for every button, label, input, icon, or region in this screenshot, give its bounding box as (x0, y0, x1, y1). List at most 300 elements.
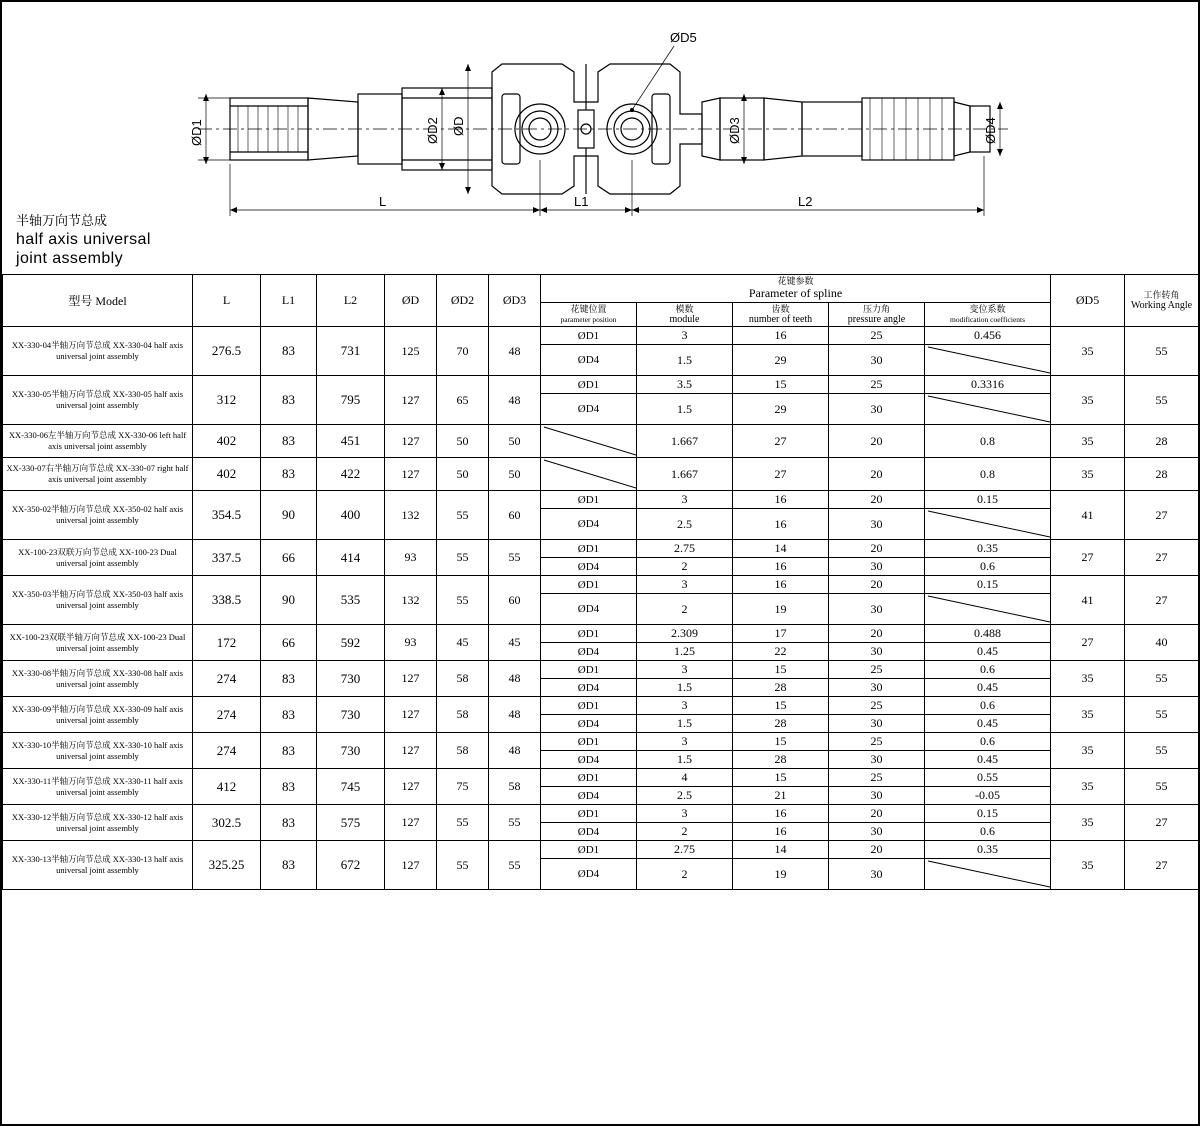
cell-teeth: 19 (733, 859, 829, 890)
cell-pressure-angle: 25 (829, 376, 925, 394)
cell-teeth: 28 (733, 751, 829, 769)
label-L: L (379, 194, 387, 209)
cell-D2: 55 (437, 576, 489, 625)
cell-pressure-angle: 30 (829, 679, 925, 697)
cell-pressure-angle: 20 (829, 491, 925, 509)
cell-L: 274 (193, 697, 261, 733)
cell-teeth: 15 (733, 769, 829, 787)
model-en: XX-350-03 half axis universal joint assembly (56, 589, 184, 610)
cell-pressure-angle: 30 (829, 345, 925, 376)
cell-teeth: 16 (733, 558, 829, 576)
cell-D5: 35 (1051, 376, 1125, 425)
cell-D3: 55 (489, 841, 541, 890)
cell-position: ØD4 (541, 643, 637, 661)
cell-teeth: 14 (733, 841, 829, 859)
header-position-cn: 花键位置 (570, 304, 607, 314)
label-d1: ØD1 (189, 119, 204, 146)
table-body (3, 327, 1199, 890)
header-module (637, 303, 733, 327)
cell-model (3, 425, 193, 458)
label-L1: L1 (574, 194, 589, 209)
cell-D5: 35 (1051, 769, 1125, 805)
table-row (3, 697, 1199, 715)
model-en: XX-330-10 half axis universal joint assembly (56, 739, 184, 761)
cell-module: 3 (637, 327, 733, 345)
cell-coefficient: 0.456 (925, 327, 1051, 345)
cell-D2: 65 (437, 376, 489, 425)
table-row (3, 458, 1199, 491)
cell-position: ØD4 (541, 558, 637, 576)
header-coefficients (925, 303, 1051, 327)
technical-drawing (2, 2, 1198, 274)
model-cn: XX-330-05半轴万向节总成 (11, 389, 111, 399)
cell-working-angle: 55 (1125, 376, 1199, 425)
cell-L2: 745 (317, 769, 385, 805)
cell-D3: 50 (489, 458, 541, 491)
table-row (3, 805, 1199, 823)
caption-english (16, 230, 151, 268)
cell-coefficient: 0.15 (925, 491, 1051, 509)
cell-D3: 45 (489, 625, 541, 661)
cell-position: ØD1 (541, 697, 637, 715)
cell-D2: 55 (437, 841, 489, 890)
header-teeth-cn: 齿数 (771, 304, 790, 314)
cell-D3: 60 (489, 576, 541, 625)
model-cn: XX-330-06左半轴万向节总成 (8, 430, 117, 440)
cell-model (3, 805, 193, 841)
cell-pressure-angle: 25 (829, 661, 925, 679)
cell-teeth: 27 (733, 425, 829, 458)
cell-position: ØD1 (541, 769, 637, 787)
model-cn: XX-330-11半轴万向节总成 (12, 775, 111, 786)
table-header-row (3, 275, 1199, 303)
model-cn: XX-350-02半轴万向节总成 (11, 504, 111, 514)
cell-module: 2.75 (637, 540, 733, 558)
cell-module: 2 (637, 823, 733, 841)
cell-D: 125 (385, 327, 437, 376)
caption-english-line2: joint assembly (16, 250, 123, 267)
cell-L: 276.5 (193, 327, 261, 376)
cell-teeth: 16 (733, 491, 829, 509)
cell-position: ØD4 (541, 594, 637, 625)
cell-pressure-angle: 30 (829, 394, 925, 425)
cell-L: 274 (193, 661, 261, 697)
cell-coefficient: 0.8 (925, 458, 1051, 491)
model-cn: XX-330-10半轴万向节总成 (11, 739, 111, 750)
cell-position: ØD1 (541, 805, 637, 823)
header-teeth-en: number of teeth (748, 314, 813, 325)
cell-coefficient: 0.6 (925, 823, 1051, 841)
cell-position: ØD1 (541, 540, 637, 558)
header-D3: ØD3 (489, 275, 541, 327)
header-D5: ØD5 (1051, 275, 1125, 327)
header-spline-group-cn: 花键参数 (777, 276, 814, 286)
model-en: XX-330-05 half axis universal joint assembly (56, 389, 184, 410)
table-row (3, 491, 1199, 509)
cell-L: 402 (193, 425, 261, 458)
cell-D: 127 (385, 425, 437, 458)
cell-module: 2.5 (637, 509, 733, 540)
cell-module: 1.25 (637, 643, 733, 661)
label-d: ØD (451, 116, 466, 136)
cell-coefficient (925, 345, 1051, 376)
header-L1: L1 (261, 275, 317, 327)
cell-coefficient: 0.6 (925, 558, 1051, 576)
cell-coefficient: 0.3316 (925, 376, 1051, 394)
cell-teeth: 16 (733, 509, 829, 540)
cell-position: ØD1 (541, 625, 637, 643)
table-row (3, 425, 1199, 458)
cell-L: 338.5 (193, 576, 261, 625)
header-D2: ØD2 (437, 275, 489, 327)
header-coefficients-en: modification coefficients (949, 315, 1026, 324)
cell-module: 3.5 (637, 376, 733, 394)
cell-teeth: 29 (733, 394, 829, 425)
cell-module: 1.5 (637, 751, 733, 769)
header-coefficients-cn: 变位系数 (969, 304, 1006, 314)
model-cn: XX-330-04半轴万向节总成 (11, 340, 111, 350)
cell-D2: 45 (437, 625, 489, 661)
cell-coefficient (925, 859, 1051, 890)
cell-position (541, 458, 637, 491)
cell-teeth: 22 (733, 643, 829, 661)
cell-module: 1.5 (637, 679, 733, 697)
cell-teeth: 21 (733, 787, 829, 805)
cell-pressure-angle: 30 (829, 787, 925, 805)
cell-D2: 58 (437, 697, 489, 733)
cell-coefficient (925, 509, 1051, 540)
cell-model (3, 540, 193, 576)
cell-teeth: 16 (733, 576, 829, 594)
header-pressure-angle-cn: 压力角 (862, 304, 890, 314)
cell-D5: 35 (1051, 661, 1125, 697)
cell-D2: 75 (437, 769, 489, 805)
cell-pressure-angle: 20 (829, 458, 925, 491)
cell-coefficient: -0.05 (925, 787, 1051, 805)
model-en: XX-330-12 half axis universal joint assembly (56, 811, 184, 833)
cell-position: ØD1 (541, 841, 637, 859)
cell-D: 127 (385, 769, 437, 805)
shaft-assembly-svg (2, 2, 1198, 274)
cell-teeth: 29 (733, 345, 829, 376)
cell-position: ØD1 (541, 327, 637, 345)
cell-model (3, 661, 193, 697)
model-en: XX-330-07 right half axis universal joint assembly (48, 463, 189, 484)
table-row (3, 841, 1199, 859)
cell-L1: 66 (261, 625, 317, 661)
cell-coefficient: 0.6 (925, 661, 1051, 679)
cell-coefficient: 0.15 (925, 576, 1051, 594)
cell-L: 354.5 (193, 491, 261, 540)
cell-pressure-angle: 20 (829, 841, 925, 859)
cell-D3: 60 (489, 491, 541, 540)
cell-L2: 451 (317, 425, 385, 458)
cell-pressure-angle: 30 (829, 558, 925, 576)
table-row (3, 376, 1199, 394)
header-position-en: parameter position (560, 315, 617, 324)
cell-L1: 83 (261, 697, 317, 733)
table-row (3, 327, 1199, 345)
model-cn: XX-330-08半轴万向节总成 (11, 667, 111, 678)
cell-D5: 41 (1051, 576, 1125, 625)
cell-teeth: 15 (733, 661, 829, 679)
label-d4: ØD4 (983, 117, 998, 144)
cell-pressure-angle: 25 (829, 327, 925, 345)
cell-teeth: 16 (733, 327, 829, 345)
cell-D3: 48 (489, 733, 541, 769)
cell-D2: 58 (437, 661, 489, 697)
header-pressure-angle-en: pressure angle (847, 314, 906, 325)
cell-coefficient: 0.45 (925, 679, 1051, 697)
cell-module: 2 (637, 859, 733, 890)
table-row (3, 661, 1199, 679)
cell-L1: 83 (261, 661, 317, 697)
cell-L2: 795 (317, 376, 385, 425)
cell-L2: 422 (317, 458, 385, 491)
cell-D2: 58 (437, 733, 489, 769)
cell-model (3, 376, 193, 425)
cell-D2: 50 (437, 425, 489, 458)
cell-working-angle: 27 (1125, 805, 1199, 841)
cell-position: ØD4 (541, 787, 637, 805)
cell-position: ØD1 (541, 733, 637, 751)
cell-D3: 48 (489, 697, 541, 733)
cell-D: 93 (385, 625, 437, 661)
cell-L1: 83 (261, 841, 317, 890)
cell-module: 3 (637, 733, 733, 751)
model-en: XX-330-06 left half axis universal joint assembly (48, 430, 187, 451)
model-cn: XX-100-23双联半轴万向节总成 (9, 631, 126, 642)
cell-pressure-angle: 30 (829, 859, 925, 890)
cell-D5: 27 (1051, 625, 1125, 661)
header-working-angle-cn: 工作转角 (1143, 290, 1180, 300)
cell-D: 127 (385, 661, 437, 697)
cell-D: 127 (385, 841, 437, 890)
cell-teeth: 28 (733, 715, 829, 733)
cell-L2: 400 (317, 491, 385, 540)
model-cn: XX-330-07右半轴万向节总成 (6, 463, 114, 473)
cell-L1: 83 (261, 805, 317, 841)
model-cn: XX-100-23双联万向节总成 (18, 546, 117, 557)
cell-working-angle: 55 (1125, 661, 1199, 697)
cell-D: 132 (385, 576, 437, 625)
cell-coefficient: 0.488 (925, 625, 1051, 643)
cell-module: 3 (637, 805, 733, 823)
cell-D5: 35 (1051, 425, 1125, 458)
cell-L: 312 (193, 376, 261, 425)
header-spline-group-en: Parameter of spline (748, 286, 843, 300)
cell-position: ØD4 (541, 345, 637, 376)
header-module-cn: 模数 (675, 304, 694, 314)
cell-coefficient: 0.45 (925, 643, 1051, 661)
cell-module: 3 (637, 661, 733, 679)
cell-model (3, 697, 193, 733)
cell-D: 127 (385, 376, 437, 425)
table-row (3, 769, 1199, 787)
spec-table (2, 274, 1199, 890)
cell-pressure-angle: 25 (829, 697, 925, 715)
cell-L1: 83 (261, 376, 317, 425)
cell-module: 3 (637, 491, 733, 509)
cell-D: 127 (385, 697, 437, 733)
header-module-en: module (669, 314, 700, 325)
cell-pressure-angle: 30 (829, 594, 925, 625)
cell-coefficient: 0.35 (925, 540, 1051, 558)
cell-coefficient: 0.55 (925, 769, 1051, 787)
header-L: L (193, 275, 261, 327)
table-row (3, 540, 1199, 558)
cell-L2: 730 (317, 733, 385, 769)
cell-L1: 83 (261, 733, 317, 769)
cell-D5: 35 (1051, 733, 1125, 769)
model-cn: XX-330-13半轴万向节总成 (11, 854, 111, 864)
cell-pressure-angle: 20 (829, 625, 925, 643)
model-cn: XX-330-09半轴万向节总成 (11, 703, 111, 714)
cell-D3: 48 (489, 327, 541, 376)
label-d5: ØD5 (670, 30, 697, 45)
cell-working-angle: 55 (1125, 327, 1199, 376)
cell-L2: 672 (317, 841, 385, 890)
cell-L: 325.25 (193, 841, 261, 890)
cell-D: 127 (385, 458, 437, 491)
cell-teeth: 16 (733, 805, 829, 823)
cell-coefficient: 0.35 (925, 841, 1051, 859)
table-row (3, 733, 1199, 751)
cell-pressure-angle: 30 (829, 715, 925, 733)
header-spline-group (541, 275, 1051, 303)
cell-position: ØD1 (541, 491, 637, 509)
cell-L1: 90 (261, 491, 317, 540)
cell-module: 2.75 (637, 841, 733, 859)
cell-D: 127 (385, 733, 437, 769)
cell-model (3, 491, 193, 540)
cell-pressure-angle: 20 (829, 576, 925, 594)
cell-D: 132 (385, 491, 437, 540)
cell-teeth: 15 (733, 697, 829, 715)
cell-coefficient (925, 394, 1051, 425)
cell-coefficient: 0.6 (925, 733, 1051, 751)
cell-model (3, 576, 193, 625)
cell-module: 1.5 (637, 394, 733, 425)
header-position (541, 303, 637, 327)
cell-pressure-angle: 25 (829, 733, 925, 751)
caption-english-line1: half axis universal (16, 231, 151, 248)
cell-module: 3 (637, 576, 733, 594)
cell-L2: 575 (317, 805, 385, 841)
model-en: XX-330-11 half axis universal joint assembly (56, 775, 183, 797)
cell-working-angle: 28 (1125, 458, 1199, 491)
header-pressure-angle (829, 303, 925, 327)
cell-position: ØD4 (541, 715, 637, 733)
cell-coefficient: 0.6 (925, 697, 1051, 715)
cell-D2: 55 (437, 805, 489, 841)
cell-position: ØD1 (541, 576, 637, 594)
cell-L1: 90 (261, 576, 317, 625)
cell-working-angle: 27 (1125, 491, 1199, 540)
cell-L: 172 (193, 625, 261, 661)
cell-model (3, 733, 193, 769)
cell-teeth: 27 (733, 458, 829, 491)
cell-D3: 55 (489, 540, 541, 576)
label-L2: L2 (798, 194, 813, 209)
cell-module: 2 (637, 558, 733, 576)
label-d2: ØD2 (425, 117, 440, 144)
cell-teeth: 17 (733, 625, 829, 643)
cell-pressure-angle: 20 (829, 540, 925, 558)
cell-teeth: 15 (733, 376, 829, 394)
cell-position: ØD4 (541, 394, 637, 425)
cell-position: ØD4 (541, 751, 637, 769)
cell-module: 4 (637, 769, 733, 787)
cell-position: ØD1 (541, 661, 637, 679)
cell-L: 412 (193, 769, 261, 805)
cell-D5: 35 (1051, 841, 1125, 890)
cell-coefficient: 0.45 (925, 715, 1051, 733)
cell-module: 2.309 (637, 625, 733, 643)
cell-L1: 83 (261, 327, 317, 376)
cell-module: 1.5 (637, 715, 733, 733)
table-row (3, 576, 1199, 594)
cell-D2: 55 (437, 491, 489, 540)
model-cn: XX-330-12半轴万向节总成 (11, 811, 111, 822)
cell-L: 402 (193, 458, 261, 491)
cell-teeth: 16 (733, 823, 829, 841)
cell-L2: 730 (317, 661, 385, 697)
cell-D2: 55 (437, 540, 489, 576)
cell-pressure-angle: 20 (829, 805, 925, 823)
cell-module: 2.5 (637, 787, 733, 805)
cell-module: 2 (637, 594, 733, 625)
cell-working-angle: 55 (1125, 697, 1199, 733)
cell-model (3, 458, 193, 491)
cell-D3: 48 (489, 376, 541, 425)
cell-position (541, 425, 637, 458)
table-row (3, 625, 1199, 643)
cell-model (3, 327, 193, 376)
model-en: XX-350-02 half axis universal joint assembly (56, 504, 184, 525)
header-L2: L2 (317, 275, 385, 327)
cell-working-angle: 55 (1125, 733, 1199, 769)
cell-L2: 730 (317, 697, 385, 733)
cell-module: 3 (637, 697, 733, 715)
cell-position: ØD4 (541, 823, 637, 841)
cell-D5: 35 (1051, 327, 1125, 376)
model-en: XX-330-09 half axis universal joint assembly (56, 703, 184, 725)
cell-working-angle: 55 (1125, 769, 1199, 805)
header-working-angle (1125, 275, 1199, 327)
model-en: XX-100-23 Dual universal joint assembly (56, 546, 177, 568)
header-working-angle-en: Working Angle (1130, 300, 1193, 311)
cell-position: ØD4 (541, 859, 637, 890)
cell-working-angle: 40 (1125, 625, 1199, 661)
cell-pressure-angle: 30 (829, 751, 925, 769)
cell-model (3, 769, 193, 805)
cell-coefficient: 0.45 (925, 751, 1051, 769)
cell-model (3, 625, 193, 661)
cell-teeth: 28 (733, 679, 829, 697)
cell-D3: 50 (489, 425, 541, 458)
cell-coefficient: 0.15 (925, 805, 1051, 823)
cell-L2: 535 (317, 576, 385, 625)
cell-pressure-angle: 30 (829, 823, 925, 841)
header-teeth (733, 303, 829, 327)
cell-D3: 58 (489, 769, 541, 805)
cell-pressure-angle: 30 (829, 643, 925, 661)
cell-position: ØD4 (541, 509, 637, 540)
cell-working-angle: 28 (1125, 425, 1199, 458)
cell-L: 302.5 (193, 805, 261, 841)
caption-chinese: 半轴万向节总成 (16, 214, 108, 229)
